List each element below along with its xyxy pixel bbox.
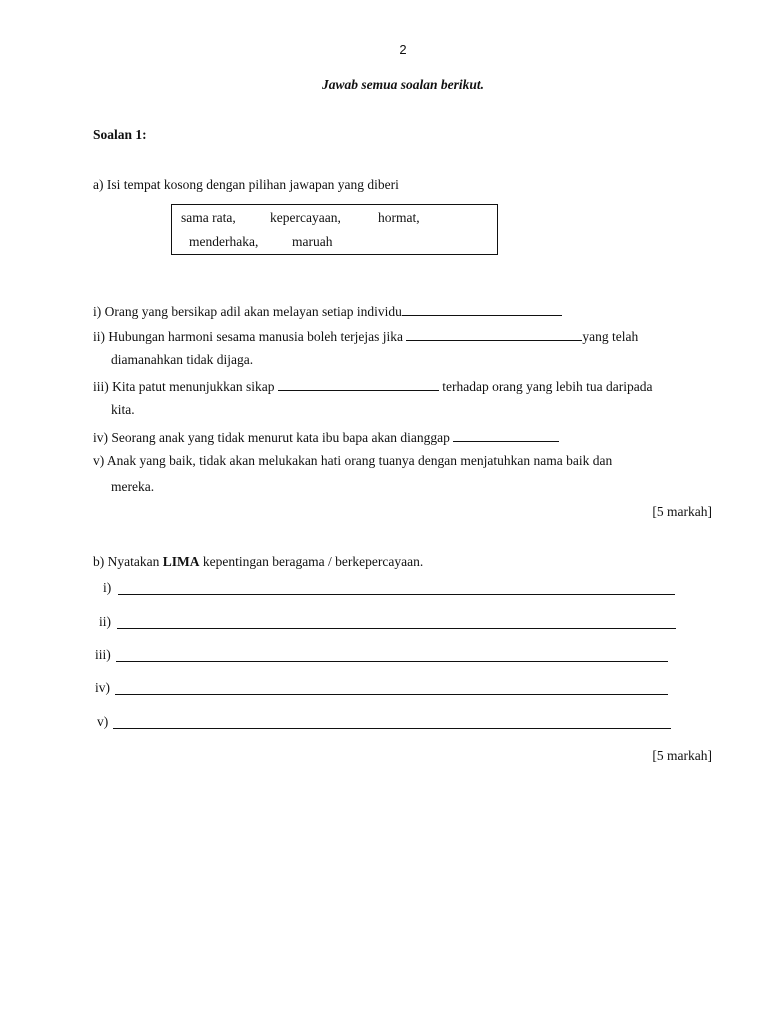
option-word: sama rata, [181,210,236,225]
item-text: iv) Seorang anak yang tidak menurut kata ibu bapa akan dianggap [93,430,454,445]
option-word: hormat, [378,210,420,225]
option-word: menderhaka, [189,234,259,249]
item-continuation: diamanahkan tidak dijaga. [111,352,254,367]
fill-blank[interactable] [278,377,439,391]
option-word: maruah [292,234,333,249]
option-word: kepercayaan, [270,210,341,225]
answer-line[interactable] [117,614,676,629]
answer-label: v) [97,714,109,729]
prompt-emphasis: LIMA [162,554,200,569]
item-text-suffix: terhadap orang yang lebih tua daripada [438,379,653,394]
question-item-iv [93,428,559,446]
item-text-suffix: yang telah [582,329,639,344]
marks-label: [5 markah] [652,748,712,763]
instruction-heading: Jawab semua soalan berikut. [321,77,485,92]
question-item-v [93,453,612,469]
item-text: v) Anak yang baik, tidak akan melukakan hati orang tuanya dengan menjatuhkan nama baik dan [93,453,613,468]
question-item-ii [93,327,638,345]
answer-label: i) [103,580,112,595]
answer-options-box [171,204,498,255]
prompt-text: b) Nyatakan [93,554,163,569]
answer-label: ii) [99,614,111,629]
question-item-iii [93,377,653,395]
answer-line[interactable] [113,714,671,729]
item-text: iii) Kita patut menunjukkan sikap [93,379,278,394]
part-a-prompt: a) Isi tempat kosong dengan pilihan jawapan yang diberi [93,177,399,192]
answer-label: iv) [95,680,110,695]
answer-label: iii) [95,647,111,662]
fill-blank[interactable] [453,428,559,442]
answer-line[interactable] [118,580,675,595]
item-text: i) Orang yang bersikap adil akan melayan setiap individu [93,304,402,319]
prompt-text: kepentingan beragama / berkepercayaan. [199,554,424,569]
item-continuation: mereka. [111,479,155,494]
marks-label: [5 markah] [652,504,712,519]
item-continuation: kita. [111,402,135,417]
answer-line[interactable] [116,647,668,662]
page-number: 2 [399,42,407,57]
question-item-i [93,302,562,320]
question-title: Soalan 1: [93,127,147,142]
answer-line[interactable] [115,680,668,695]
part-b-prompt [93,554,423,570]
fill-blank[interactable] [406,327,582,341]
item-text: ii) Hubungan harmoni sesama manusia boleh terjejas jika [93,329,407,344]
fill-blank[interactable] [402,302,562,316]
